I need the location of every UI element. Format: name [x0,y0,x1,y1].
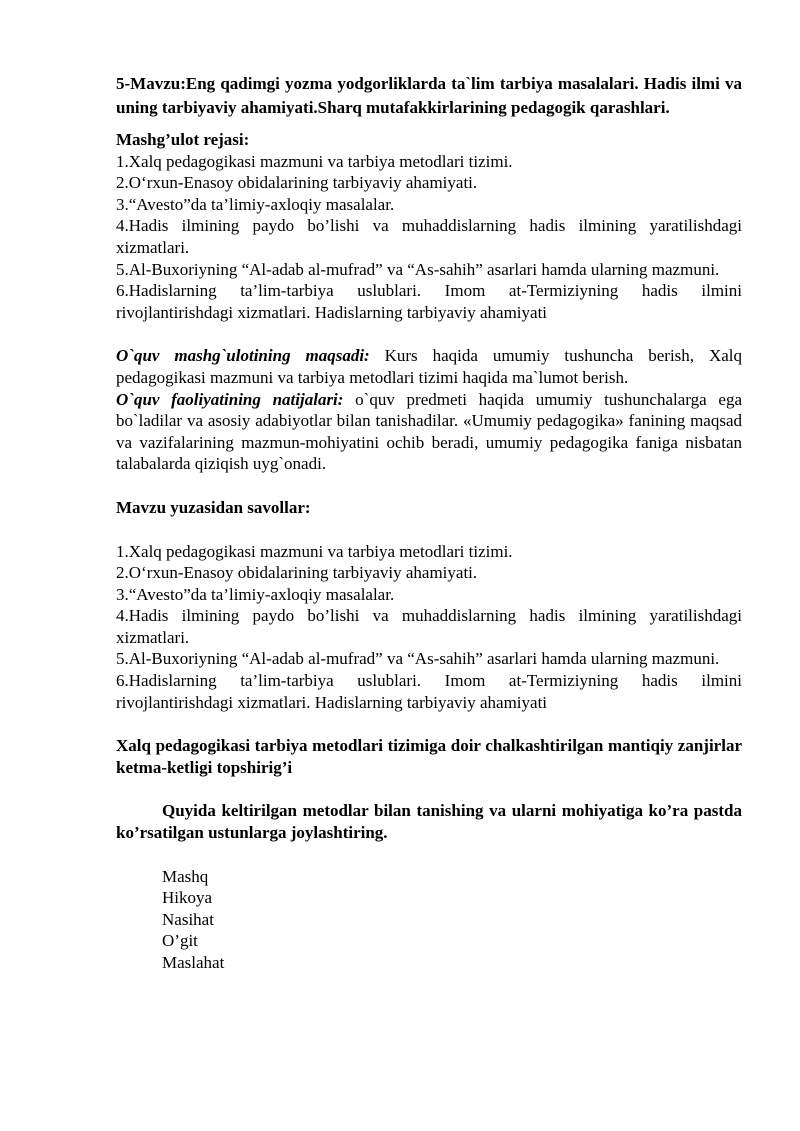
goal-label: O`quv mashg`ulotining maqsadi: [116,346,370,366]
questions-heading: Mavzu yuzasidan savollar: [116,497,311,517]
plan-item: 3.“Avesto”da ta’limiy-axloqiy masalalar. [116,194,395,214]
plan-heading: Mashg’ulot rejasi: [116,130,250,149]
plan-item: 2.O‘rxun-Enasoy obidalarining tarbiyaviy ahamiyati. [116,173,478,193]
methods-list [116,866,742,974]
method-item: Nasihat [162,909,214,929]
method-item: Mashq [162,866,209,886]
plan-item: 6.Hadislarning ta’lim-tarbiya uslublari. Imom at-Termiziyning hadis ilmini rivojlantirishdagi xizmatlari. Hadislarning tarbiyaviy ahamiyati [116,281,742,322]
method-item: Hikoya [162,888,213,908]
plan-item: 1.Xalq pedagogikasi mazmuni va tarbiya metodlari tizimi. [116,151,513,171]
results-text: o`quv predmeti haqida umumiy tushunchalarga ega bo`ladilar va asosiy adabiyotlar bilan tanishadilar. «Umumiy pedagogika» fanining maqsad va vazifalarining mazmun-mohiyatini ochib beradi, umumiy pedagogika faniga nisbatan talabalarda qiziqish uyg`onadi. [116,389,742,474]
goal-text: Kurs haqida umumiy tushuncha berish, Xalq pedagogikasi mazmuni va tarbiya metodlari tizimi haqida ma`lumot berish. [116,346,742,387]
question-item: 6.Hadislarning ta’lim-tarbiya uslublari. Imom at-Termiziyning hadis ilmini rivojlantirishdagi xizmatlari. Hadislarning tarbiyaviy ahamiyati [116,671,742,712]
method-item: O’git [162,931,198,951]
topic-title: 5-Mavzu:Eng qadimgi yozma yodgorliklarda ta`lim tarbiya masalalari. Hadis ilmi va uning tarbiyaviy ahamiyati.Sharq mutafakkirlarining pedagogik qarashlari. [116,74,742,117]
questions-list [116,541,742,714]
question-item: 4.Hadis ilmining paydo bo’lishi va muhaddislarning hadis ilmining yaratilishdagi xizmatlari. [116,606,742,647]
results-label: O`quv faoliyatining natijalari: [116,389,344,409]
question-item: 1.Xalq pedagogikasi mazmuni va tarbiya metodlari tizimi. [116,541,513,561]
results-paragraph [116,389,742,475]
question-item: 2.O‘rxun-Enasoy obidalarining tarbiyaviy ahamiyati. [116,563,478,583]
method-item: Maslahat [162,953,225,972]
goal-paragraph [116,345,742,388]
plan-item: 4.Hadis ilmining paydo bo’lishi va muhaddislarning hadis ilmining yaratilishdagi xizmatlari. [116,216,742,257]
plan-item: 5.Al-Buxoriyning “Al-adab al-mufrad” va “As-sahih” asarlari hamda ularning mazmuni. [116,259,720,279]
task-instruction: Quyida keltirilgan metodlar bilan tanishing va ularni mohiyatiga ko’ra pastda ko’rsatilgan ustunlarga joylashtiring. [116,801,742,843]
task-heading: Xalq pedagogikasi tarbiya metodlari tizimiga doir chalkashtirilgan mantiqiy zanjirlar ketma-ketligi topshirig’i [116,736,742,777]
question-item: 5.Al-Buxoriyning “Al-adab al-mufrad” va “As-sahih” asarlari hamda ularning mazmuni. [116,649,720,669]
question-item: 3.“Avesto”da ta’limiy-axloqiy masalalar. [116,584,395,604]
plan-list [116,151,742,324]
